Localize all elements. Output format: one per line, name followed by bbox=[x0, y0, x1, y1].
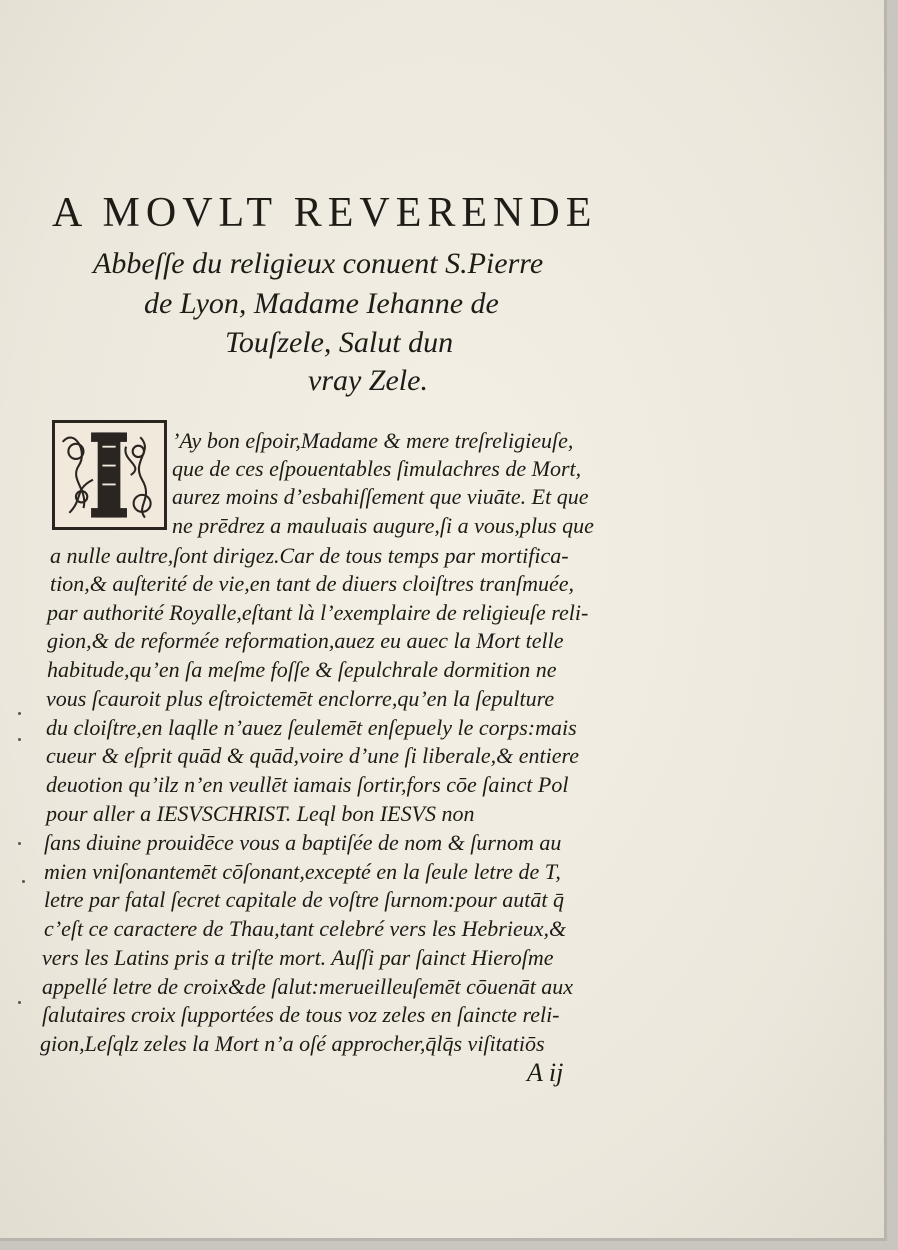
margin-speck bbox=[18, 1001, 21, 1004]
text-line: ſalutaires croix ſupportées de tous voz zeles en ſaincte reli- bbox=[42, 1002, 560, 1027]
text-line: gion,Leſqlz zeles la Mort n’a oſé approcher,q̄lq̄s viſitatiōs bbox=[40, 1031, 545, 1056]
decorated-initial-I-icon bbox=[52, 420, 167, 530]
dedication-line-4: Touſzele, Salut dun bbox=[225, 326, 454, 359]
text-line: ſans diuine prouidēce vous a baptiſée de nom & ſurnom au bbox=[44, 830, 562, 855]
margin-speck bbox=[18, 738, 21, 741]
text-line: c’eſt ce caractere de Thau,tant celebré vers les Hebrieux,& bbox=[44, 916, 567, 941]
ornament-icon bbox=[55, 423, 164, 527]
text-line: que de ces eſpouentables ſimulachres de Mort, bbox=[172, 456, 582, 481]
text-line: vous ſcauroit plus eſtroictemēt enclorre,qu’en la ſepulture bbox=[46, 686, 555, 711]
text-line: pour aller a IESVSCHRIST. Leql bon IESVS non bbox=[46, 801, 475, 826]
dedication-line-2: Abbeſſe du religieux conuent S.Pierre bbox=[93, 247, 544, 280]
text-line: letre par fatal ſecret capitale de voſtre ſurnom:pour autāt q̄ bbox=[44, 887, 564, 912]
text-line: cueur & eſprit quād & quād,voire d’une ſi liberale,& entiere bbox=[46, 743, 579, 768]
text-line: habitude,qu’en ſa meſme foſſe & ſepulchrale dormition ne bbox=[47, 657, 557, 682]
page-title: A MOVLT REVERENDE bbox=[52, 190, 598, 236]
text-line: tion,& auſterité de vie,en tant de diuers cloiſtres tranſmuée, bbox=[50, 571, 575, 596]
signature-mark: A ij bbox=[527, 1058, 564, 1087]
text-line: par authorité Royalle,eſtant là l’exemplaire de religieuſe reli- bbox=[47, 600, 589, 625]
text-line: ne prēdrez a mauluais augure,ſi a vous,plus que bbox=[172, 513, 594, 538]
dedication-line-3: de Lyon, Madame Iehanne de bbox=[144, 287, 499, 320]
text-line: ’Ay bon eſpoir,Madame & mere treſreligieuſe, bbox=[172, 428, 574, 453]
text-line: du cloiſtre,en laqlle n’auez ſeulemēt enſepuely le corps:mais bbox=[46, 715, 577, 740]
text-line: deuotion qu’ilz n’en veullēt iamais ſortir,fors cōe ſainct Pol bbox=[46, 772, 569, 797]
text-line: appellé letre de croix&de ſalut:merueilleuſemēt cōuenāt aux bbox=[42, 974, 574, 999]
text-line: aurez moins d’esbahiſſement que viuāte. Et que bbox=[172, 484, 589, 509]
text-line: a nulle aultre,ſont dirigez.Car de tous temps par mortifica- bbox=[50, 543, 569, 568]
margin-speck bbox=[18, 842, 21, 845]
text-line: vers les Latins pris a triſte mort. Auſſi par ſainct Hieroſme bbox=[42, 945, 554, 970]
margin-speck bbox=[22, 880, 25, 883]
text-line: gion,& de reformée reformation,auez eu auec la Mort telle bbox=[47, 628, 564, 653]
text-line: mien vniſonantemēt cōſonant,excepté en la ſeule letre de T, bbox=[44, 859, 561, 884]
margin-speck bbox=[18, 712, 21, 715]
dedication-line-5: vray Zele. bbox=[308, 364, 428, 397]
